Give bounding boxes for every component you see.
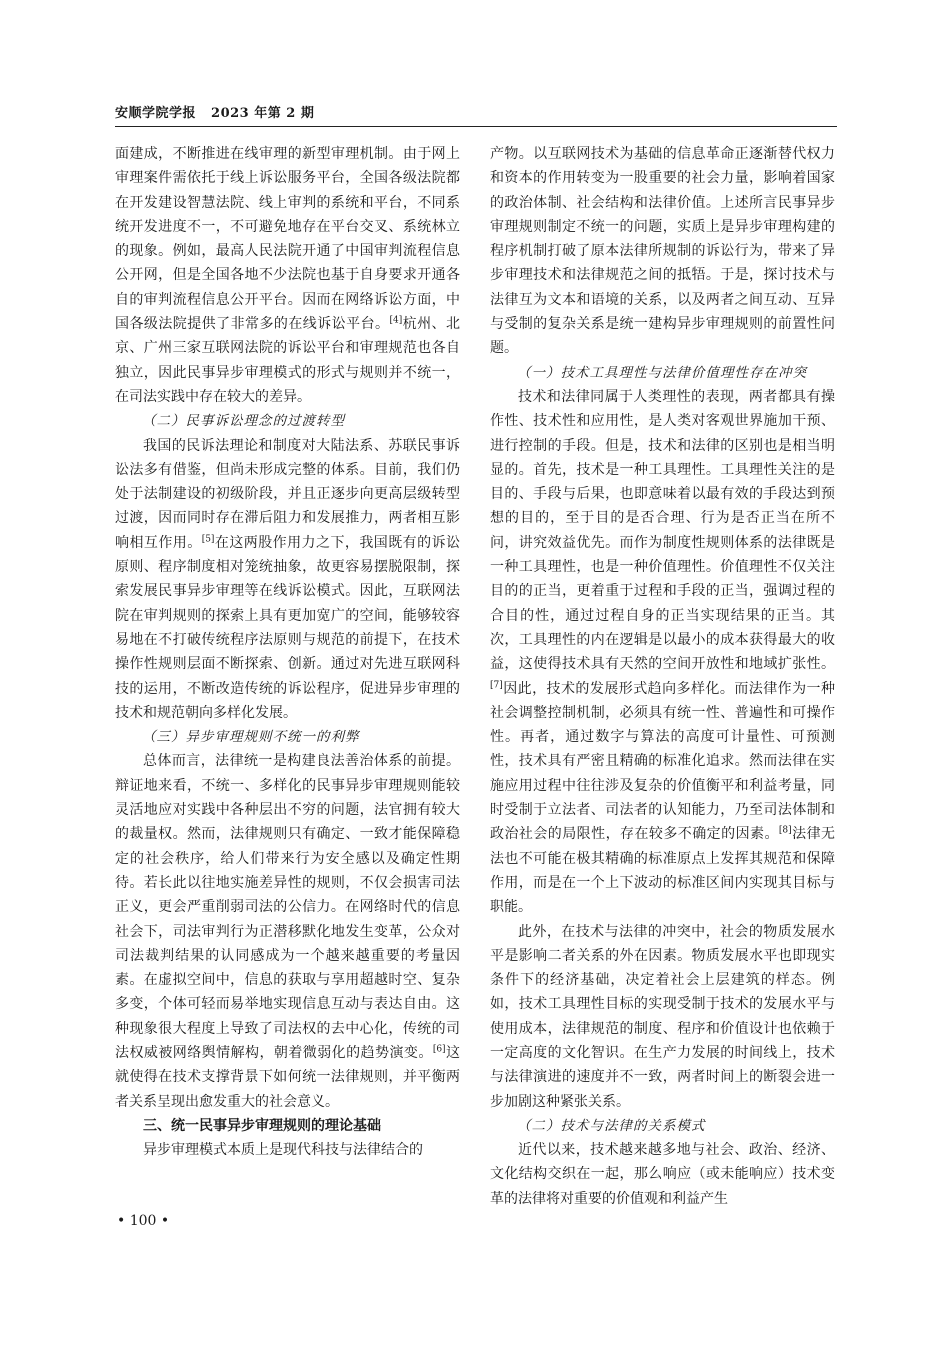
paragraph: 产物。以互联网技术为基础的信息革命正逐渐替代权力和资本的作用转变为一股重要的社会力量，影响着国家的政治体制、社会结构和法律价值。上述所言民事异步审理规则制定不统一的问题，实质上是异步审理构建的程序机制打破了原本法律所规制的诉讼行为，带来了异步审理技术和法律规范之间的抵牾。于是，探讨技术与法律互为文本和语境的关系，以及两者之间互动、互异与受制的复杂关系是统一建构异步审理规则的前置性问题。 [490, 146, 835, 357]
section-heading: （一）技术工具理性与法律价值理性存在冲突 [517, 364, 807, 381]
left-column [115, 142, 460, 1162]
running-header [115, 102, 324, 121]
citation: [6] [432, 1044, 446, 1055]
section-heading: （二）技术与法律的关系模式 [517, 1117, 706, 1134]
paragraph: 近代以来，技术越来越多地与社会、政治、经济、文化结构交织在一起，那么响应（或未能响应）技术变革的法律将对重要的价值观和利益产生 [490, 1142, 835, 1207]
citation: [5] [201, 534, 215, 545]
section-heading: （三）异步审理规则不统一的利弊 [142, 729, 360, 746]
paragraph: 技术和法律同属于人类理性的表现，两者都具有操作性、技术性和应用性，是人类对客观世界施加干预、进行控制的手段。但是，技术和法律的区别也是相当明显的。首先，技术是一种工具理性。工具理性关注的是目的、手段与后果，也即意味着以最有效的手段达到预想的目的，至于目的是否合理、行为是否正当在所不问，讲究效益优先。而作为制度性规则体系的法律既是一种工具理性，也是一种价值理性。价值理性不仅关注目的的正当，更着重于过程和手段的正当，强调过程的合目的性，通过过程自身的正当实现结果的正当。其次，工具理性的内在逻辑是以最小的成本获得最大的收益，这使得技术具有天然的空间开放性和地域扩张性。[7]因此，技术的发展形式趋向多样化。而法律作为一种社会调整控制机制，必须具有统一性、普遍性和可操作性。再者，通过数字与算法的高度可计量性、可预测性，技术具有严密且精确的标准化追求。然而法律在实施应用过程中往往涉及复杂的价值衡平和利益考量，同时受制于立法者、司法者的认知能力，乃至司法体制和政治社会的局限性，存在较多不确定的因素。[8]法律无法也不可能在极其精确的标准原点上发挥其规范和保障作用，而是在一个上下波动的标准区间内实现其目标与职能。 [490, 388, 836, 916]
journal-name: 安顺学院学报 [115, 106, 197, 121]
section-heading: （二）民事诉讼理念的过渡转型 [142, 413, 345, 430]
paragraph: 面建成，不断推进在线审理的新型审理机制。由于网上审理案件需依托于线上诉讼服务平台，全国各级法院都在开发建设智慧法院、线上审判的系统和平台，不同系统开发进度不一，不可避免地存在平台交叉、系统林立的现象。例如，最高人民法院开通了中国审判流程信息公开网，但是全国各地不少法院也基于自身要求开通各自的审判流程信息公开平台。因而在网络诉讼方面，中国各级法院提供了非常多的在线诉讼平台。[4]杭州、北京、广州三家互联网法院的诉讼平台和审理规范也各自独立，因此民事异步审理模式的形式与规则并不统一，在司法实践中存在较大的差异。 [115, 146, 461, 405]
citation: [8] [778, 825, 792, 836]
paragraph: 此外，在技术与法律的冲突中，社会的物质发展水平是影响二者关系的外在因素。物质发展水平也即现实条件下的经济基础，决定着社会上层建筑的样态。例如，技术工具理性目标的实现受制于技术的发展水平与使用成本，法律规范的制度、程序和价值设计也依赖于一定高度的文化智识。在生产力发展的时间线上，技术与法律演进的速度并不一致，两者时间上的断裂会进一步加剧这种紧张关系。 [490, 923, 835, 1110]
header-rule [115, 126, 837, 127]
citation: [7] [490, 679, 503, 690]
page-number: • 100 • [117, 1213, 170, 1229]
right-column [490, 142, 835, 1211]
citation: [4] [389, 315, 403, 326]
paragraph: 异步审理模式本质上是现代科技与法律结合的 [143, 1142, 423, 1159]
paragraph: 总体而言，法律统一是构建良法善治体系的前提。辩证地来看，不统一、多样化的民事异步审理规则能较灵活地应对实践中各种层出不穷的问题，法官拥有较大的裁量权。然而，法律规则只有确定、一致才能保障稳定的社会秩序，给人们带来行为安全感以及确定性期待。若长此以往地实施差异性的规则，不仅会损害司法正义，更会严重削弱司法的公信力。在网络时代的信息社会下，司法审判行为正潜移默化地发生变革，公众对司法裁判结果的认同感成为一个越来越重要的考量因素。在虚拟空间中，信息的获取与享用超越时空、复杂多变，个体可轻而易举地实现信息互动与表达自由。这种现象很大程度上导致了司法权的去中心化，传统的司法权威被网络舆情解构，朝着微弱化的趋势演变。[6]这就使得在技术支撑背景下如何统一法律规则，并平衡两者关系呈现出愈发重大的社会意义。 [115, 753, 461, 1110]
paragraph: 我国的民诉法理论和制度对大陆法系、苏联民事诉讼法多有借鉴，但尚未形成完整的体系。目前，我们仍处于法制建设的初级阶段，并且正逐步向更高层级转型过渡，因而同时存在滞后阻力和发展推力，两者相互影响相互作用。[5]在这两股作用力之下，我国既有的诉讼原则、程序制度相对笼统抽象，故更容易摆脱限制，探索发展民事异步审理等在线诉讼模式。因此，互联网法院在审判规则的探索上具有更加宽广的空间，能够较容易地在不打破传统程序法原则与规范的前提下，在技术操作性规则层面不断探索、创新。通过对先进互联网科技的运用，不断改造传统的诉讼程序，促进异步审理的技术和规范朝向多样化发展。 [115, 437, 461, 721]
chapter-heading: 三、统一民事异步审理规则的理论基础 [143, 1117, 381, 1134]
journal-issue: 2023 年第 2 期 [211, 106, 315, 121]
